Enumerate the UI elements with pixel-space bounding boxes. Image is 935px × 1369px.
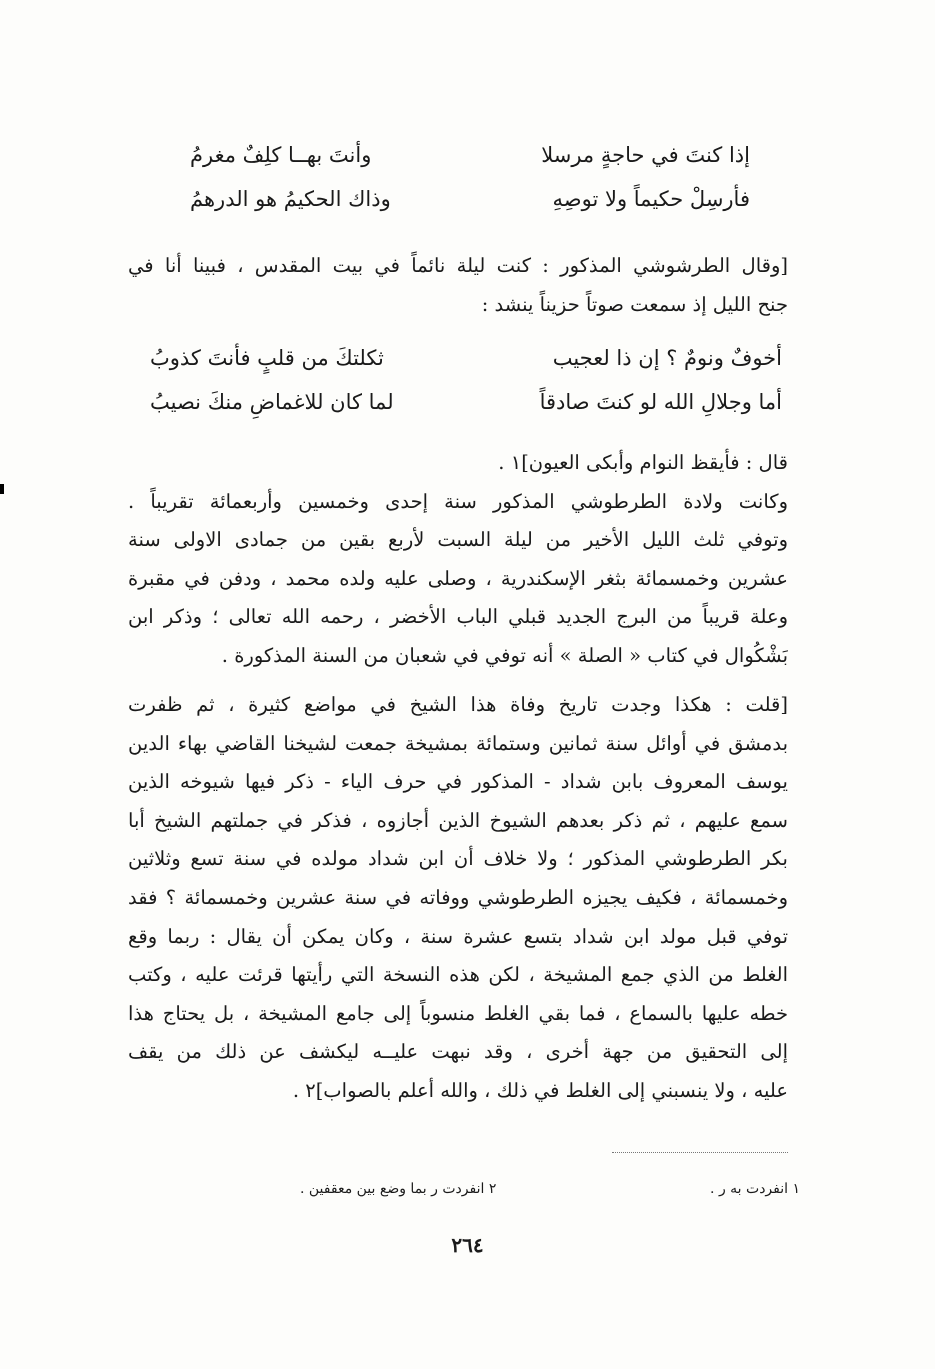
- hemistich-first: أما وجلالِ الله لو كنتَ صادقاً: [539, 390, 782, 414]
- text-line: توفي قبل مولد ابن شداد بتسع عشرة سنة ، وكان يمكن أن يقال : ربما وقع: [128, 924, 788, 948]
- text-line: الغلط من الذي جمع المشيخة ، لكن هذه النسخة التي رأيتها قرئت عليه ، وكتب: [128, 963, 788, 987]
- poem-night-voice: [150, 336, 782, 424]
- poem-verse: [150, 336, 782, 380]
- paragraph-tartushi-dream: [128, 247, 788, 324]
- text-line: جنح الليل إذ سمعت صوتاً حزيناً ينشد :: [481, 292, 788, 316]
- text-line: وخمسمائة ، فكيف يجيزه الطرطوشي ووفاته في سنة عشرين وخمسمائة ؟ فقد: [128, 885, 788, 909]
- text-line: عليه ، ولا ينسبني إلى الغلط في ذلك ، والله أعلم بالصواب]٢ .: [292, 1078, 788, 1102]
- poem-verse: [150, 380, 782, 424]
- hemistich-second: وأنتَ بهــا كلِفٌ مغرمُ: [190, 143, 372, 167]
- text-line: وكانت ولادة الطرطوشي المذكور سنة إحدى وخمسين وأربعمائة تقريباً .: [128, 489, 788, 513]
- paragraph-birth-death: [128, 444, 788, 676]
- hemistich-first: فأرسِلْ حكيماً ولا توصِهِ: [552, 187, 750, 211]
- text-line: عشرين وخمسمائة بثغر الإسكندرية ، وصلى عليه ولده محمد ، ودفن في مقبرة: [128, 566, 788, 590]
- text-line: بَشْكُوال في كتاب « الصلة » أنه توفي في شعبان من السنة المذكورة .: [221, 643, 788, 667]
- poem-opening: [190, 133, 750, 221]
- hemistich-second: لما كان للاغماضِ منكَ نصيبُ: [150, 390, 394, 414]
- text-line: بكر الطرطوشي المذكور ؛ ولا خلاف أن ابن شداد مولده في سنة تسع وثلاثين: [128, 847, 788, 871]
- text-line: قال : فأيقظ النوام وأبكى العيون]١ .: [498, 451, 788, 474]
- footnotes: [300, 1181, 800, 1197]
- hemistich-first: أخوفٌ ونومٌ ؟ إن ذا لعجيب: [552, 346, 782, 370]
- poem-verse: [190, 177, 750, 221]
- text-line: بدمشق في أوائل سنة ثمانين وستمائة بمشيخة جمعت لشيخنا القاضي بهاء الدين: [128, 731, 788, 755]
- page-number: ٢٦٤: [451, 1233, 484, 1257]
- footnote-2: ٢ انفردت ر بما وضع بين معقفين .: [300, 1181, 497, 1197]
- footnote-1: ١ انفردت به ر .: [710, 1181, 800, 1197]
- text-line: يوسف المعروف بابن شداد - المذكور في حرف الياء - ذكر فيها شيوخه الذين: [128, 770, 788, 794]
- text-line: إلى التحقيق من جهة أخرى ، وقد نبهت عليــه ليكشف عن ذلك من يقف: [128, 1040, 788, 1064]
- poem-verse: [190, 133, 750, 177]
- text-line: وتوفي ثلث الليل الأخير من ليلة السبت لأربع بقين من جمادى الاولى سنة: [128, 528, 788, 552]
- text-line: [قلت : هكذا وجدت تاريخ وفاة هذا الشيخ في مواضع كثيرة ، ثم ظفرت: [128, 693, 788, 716]
- text-line: [وقال الطرشوشي المذكور : كنت ليلة نائماً في بيت المقدس ، فبينا أنا في: [128, 254, 788, 277]
- hemistich-second: وذاك الحكيمُ هو الدرهمُ: [190, 187, 391, 211]
- paragraph-author-note: [128, 686, 788, 1111]
- text-line: سمع عليهم ، ثم ذكر بعدهم الشيوخ الذين أجازوه ، فذكر في جملتهم الشيخ أبا: [128, 808, 788, 832]
- hemistich-second: ثكلتكَ من قلبٍ فأنتَ كذوبُ: [150, 346, 384, 370]
- hemistich-first: إذا كنتَ في حاجةٍ مرسلا: [541, 143, 750, 167]
- text-line: خطه عليها بالسماع ، فما بقي الغلط منسوباً إلى جامع المشيخة ، بل يحتاج هذا: [128, 1001, 788, 1025]
- text-line: وعلة قريباً من البرج الجديد قبلي الباب الأخضر ، رحمه الله تعالى ؛ وذكر ابن: [128, 605, 788, 629]
- footnote-divider: [612, 1152, 788, 1153]
- margin-mark: [0, 484, 4, 494]
